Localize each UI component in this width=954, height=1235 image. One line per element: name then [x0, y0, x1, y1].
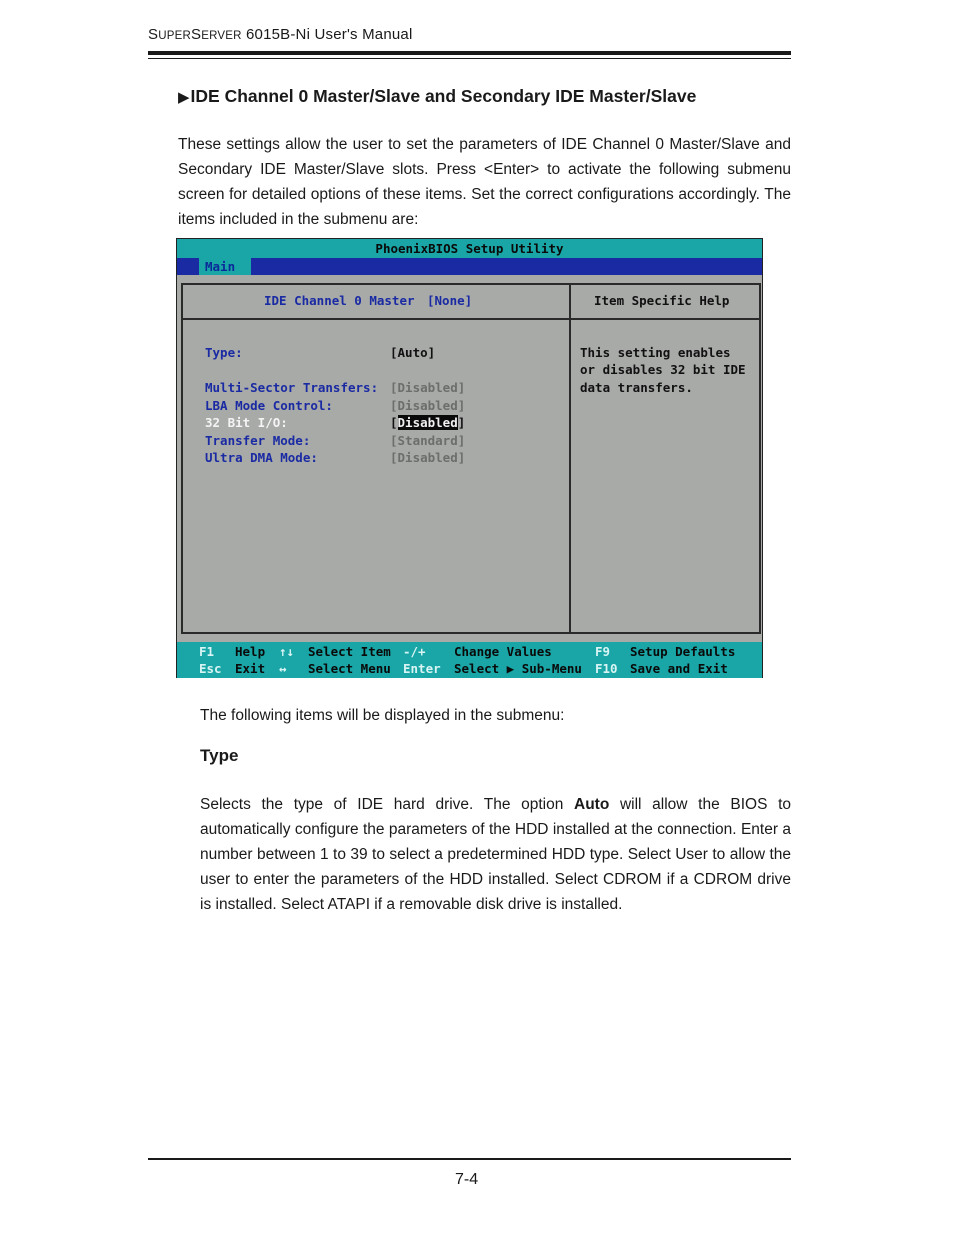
- bios-item-udma-label[interactable]: Ultra DMA Mode:: [205, 450, 318, 465]
- key-setup-defaults-label: Setup Defaults: [630, 644, 736, 659]
- bios-help-line: data transfers.: [580, 380, 693, 395]
- bios-help-line: This setting enables: [580, 345, 731, 360]
- bios-selected-value[interactable]: Disabled: [397, 415, 458, 430]
- bios-header-divider: [181, 318, 761, 320]
- bios-item-multisector-label[interactable]: Multi-Sector Transfers:: [205, 380, 379, 395]
- bios-item-transfer-value[interactable]: [Standard]: [390, 433, 466, 448]
- bios-panel-title: IDE Channel 0 Master: [264, 293, 415, 308]
- key-exit-label: Exit: [235, 661, 266, 676]
- key-submenu-label: Select ▶ Sub-Menu: [454, 661, 582, 676]
- key-esc: Esc: [199, 661, 222, 676]
- type-description: Selects the type of IDE hard drive. The option Auto will allow the BIOS to automatically configure the parameters of the HDD installed at the connection. Enter a number between 1 to 39 to select a predetermined HDD type. Select User to allow the user to enter the parameters of the HDD installed. Select CDROM if a CDROM drive is installed. Select ATAPI if a removable disk drive is installed.: [200, 796, 791, 913]
- page-number: 7-4: [455, 1171, 479, 1188]
- leftright-arrow-icon: ↔: [279, 661, 287, 676]
- key-f9: F9: [595, 644, 611, 659]
- bios-item-type-value[interactable]: [Auto]: [390, 345, 436, 360]
- intro-paragraph: These settings allow the user to set the parameters of IDE Channel 0 Master/Slave and Secondary IDE Master/Slave slots. Press <Enter> to activate the following submenu screen for detailed options of these items. Set the correct configurations accordingly. The items included in the submenu are:: [178, 136, 791, 228]
- following-items-text: The following items will be displayed in the submenu:: [200, 707, 565, 724]
- key-minus-plus: -/+: [403, 644, 426, 659]
- bios-menu-bar: [177, 258, 762, 275]
- key-save-exit-label: Save and Exit: [630, 661, 728, 676]
- header-rule-thin: [148, 58, 791, 59]
- header-rule-thick: [148, 51, 791, 55]
- bios-item-udma-value[interactable]: [Disabled]: [390, 450, 466, 465]
- bios-tab-main[interactable]: Main: [199, 258, 251, 275]
- bios-title-bar: PhoenixBIOS Setup Utility: [177, 239, 762, 258]
- key-f1: F1: [199, 644, 215, 659]
- bios-help-line: or disables 32 bit IDE: [580, 362, 746, 377]
- running-header: SUPERSERVER 6015B-Ni User's Manual: [148, 26, 413, 43]
- key-help-label: Help: [235, 644, 266, 659]
- bios-item-type-label[interactable]: Type:: [205, 345, 243, 360]
- bios-panel-divider: [569, 283, 571, 634]
- type-heading: Type: [200, 746, 239, 765]
- key-enter: Enter: [403, 661, 441, 676]
- bios-item-multisector-value[interactable]: [Disabled]: [390, 380, 466, 395]
- bios-panel-value: [None]: [427, 293, 473, 308]
- key-change-values-label: Change Values: [454, 644, 552, 659]
- bios-screenshot: [176, 238, 763, 678]
- bios-item-lba-label[interactable]: LBA Mode Control:: [205, 398, 333, 413]
- updown-arrows-icon: ↑↓: [279, 644, 295, 659]
- bios-help-title: Item Specific Help: [594, 293, 730, 308]
- key-select-item-label: Select Item: [308, 644, 391, 659]
- bios-item-32bit-label[interactable]: 32 Bit I/O:: [205, 415, 288, 430]
- triangle-bullet-icon: ▶: [178, 89, 190, 106]
- bios-item-lba-value[interactable]: [Disabled]: [390, 398, 466, 413]
- footer-rule: [148, 1158, 791, 1160]
- bios-key-legend: [177, 642, 762, 678]
- bios-item-32bit-value[interactable]: [Disabled]: [390, 415, 466, 430]
- bios-item-transfer-label[interactable]: Transfer Mode:: [205, 433, 311, 448]
- key-f10: F10: [595, 661, 618, 676]
- key-select-menu-label: Select Menu: [308, 661, 391, 676]
- section-heading: ▶IDE Channel 0 Master/Slave and Secondary IDE Master/Slave: [178, 86, 697, 106]
